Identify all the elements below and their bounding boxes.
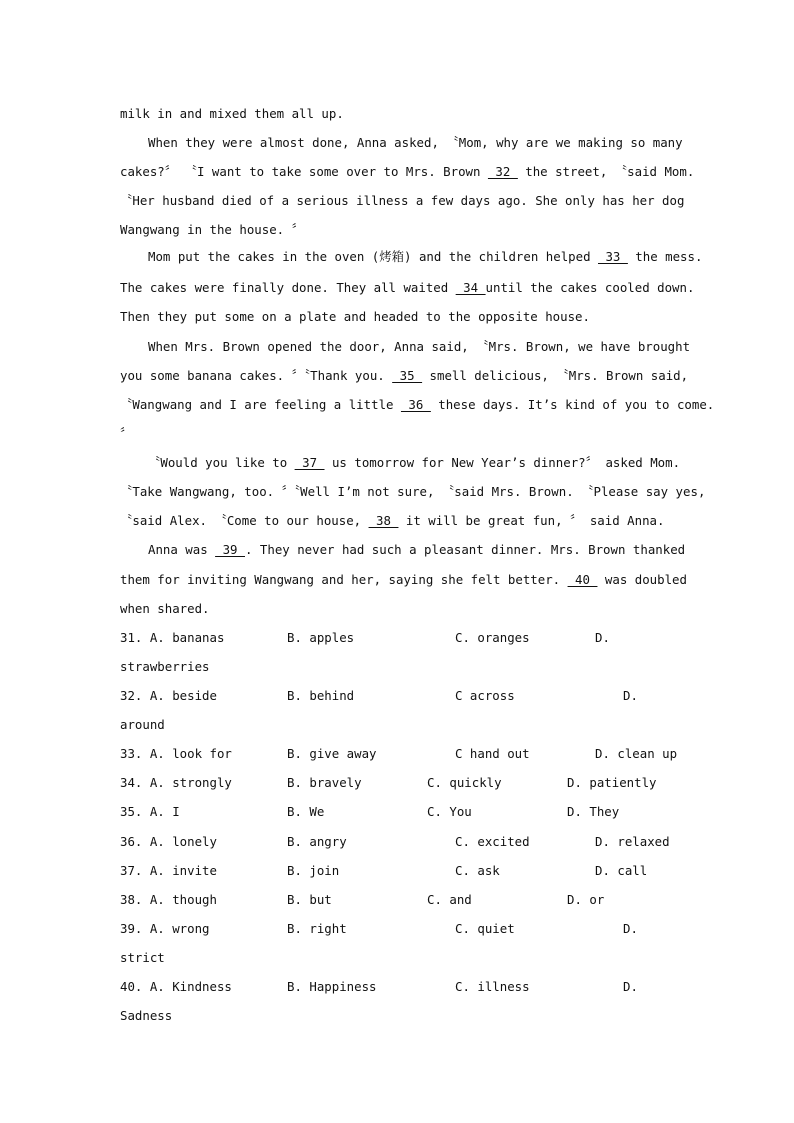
text: smell delicious, 〝Mrs. Brown said, [422, 368, 689, 383]
q33-option-d: D. clean up [595, 746, 678, 761]
text: 〝said Alex. 〝Come to our house, [120, 513, 369, 528]
blank-38: _38_ [368, 513, 399, 528]
q38-option-d: D. or [567, 892, 605, 907]
passage-line [120, 221, 674, 239]
q32-option-d-text: around [120, 717, 165, 732]
text: When they were almost done, Anna asked, 〝Mom, why are we making so many [148, 135, 683, 150]
q37-option-c: C. ask [455, 863, 500, 878]
text: the mess. [627, 249, 703, 264]
text: When Mrs. Brown opened the door, Anna said, 〝Mrs. Brown, we have brought [148, 339, 691, 354]
passage-line [120, 396, 715, 414]
q31-option-c: C. oranges [455, 630, 530, 645]
passage-line [120, 308, 674, 326]
text: until the cakes cooled down. [485, 280, 695, 295]
passage-line [120, 367, 689, 385]
q34-option-c: C. quickly [427, 775, 502, 790]
text: 〞 [120, 426, 133, 441]
q32-option-d: D. [623, 688, 638, 703]
passage-line [148, 454, 681, 472]
q31-option-d: D. [595, 630, 610, 645]
text: it will be great fun, 〞 said Anna. [398, 513, 665, 528]
q33-option-a: 33. A. look for [120, 746, 232, 761]
q35-option-c: C. You [427, 804, 472, 819]
q39-option-d-text: strict [120, 950, 165, 965]
q32-option-c: C across [455, 688, 515, 703]
q34-option-d: D. patiently [567, 775, 657, 790]
q35-option-a: 35. A. I [120, 804, 180, 819]
blank-34: _34_ [455, 280, 486, 295]
q36-option-d: D. relaxed [595, 834, 670, 849]
passage-line [148, 541, 686, 559]
text: Anna was [148, 542, 216, 557]
q39-option-a: 39. A. wrong [120, 921, 210, 936]
text: 〝Take Wangwang, too. 〞〝Well I’m not sure, 〝said Mrs. Brown. 〝Please say yes, [120, 484, 706, 499]
text: Mom put the cakes in the oven (烤箱) and the children helped [148, 249, 598, 264]
passage-line [148, 134, 683, 152]
text: 〝Wangwang and I are feeling a little [120, 397, 401, 412]
q32-option-b: B. behind [287, 688, 355, 703]
q39-option-d: D. [623, 921, 638, 936]
blank-32: _32_ [487, 164, 518, 179]
q34-option-b: B. bravely [287, 775, 362, 790]
q31-option-b: B. apples [287, 630, 355, 645]
blank-36: _36_ [400, 397, 431, 412]
q35-option-d: D. They [567, 804, 620, 819]
text: Wangwang in the house. 〞 [120, 222, 304, 237]
passage-line [120, 512, 674, 530]
q37-option-b: B. join [287, 863, 340, 878]
passage-line [120, 425, 674, 443]
q39-option-c: C. quiet [455, 921, 515, 936]
q34-option-a: 34. A. strongly [120, 775, 232, 790]
q36-option-a: 36. A. lonely [120, 834, 217, 849]
q38-option-c: C. and [427, 892, 472, 907]
text: 〝Would you like to [148, 455, 295, 470]
q38-option-b: B. but [287, 892, 332, 907]
q40-option-b: B. Happiness [287, 979, 377, 994]
q39-option-b: B. right [287, 921, 347, 936]
passage-line [120, 163, 695, 181]
blank-39: _39_ [215, 542, 245, 557]
q31-option-a: 31. A. bananas [120, 630, 225, 645]
blank-35: _35_ [392, 368, 423, 383]
q37-option-d: D. call [595, 863, 648, 878]
q33-option-c: C hand out [455, 746, 530, 761]
text: us tomorrow for New Year’s dinner?〞 asked Mom. [324, 455, 681, 470]
text: these days. It’s kind of you to come. [430, 397, 715, 412]
text: you some banana cakes. 〞〝Thank you. [120, 368, 393, 383]
text: . They never had such a pleasant dinner. Mrs. Brown thanked [244, 542, 686, 557]
blank-40: _40_ [567, 572, 598, 587]
passage-line [120, 600, 674, 618]
text: was doubled [597, 572, 687, 587]
q35-option-b: B. We [287, 804, 325, 819]
q36-option-c: C. excited [455, 834, 530, 849]
text: cakes?〞 〝I want to take some over to Mrs. Brown [120, 164, 488, 179]
q40-option-d-text: Sadness [120, 1008, 173, 1023]
q40-option-c: C. illness [455, 979, 530, 994]
q32-option-a: 32. A. beside [120, 688, 217, 703]
passage-line [120, 571, 687, 589]
q31-option-d-text: strawberries [120, 659, 210, 674]
text: The cakes were finally done. They all waited [120, 280, 456, 295]
q36-option-b: B. angry [287, 834, 347, 849]
text: when shared. [120, 601, 210, 616]
text: 〝Her husband died of a serious illness a few days ago. She only has her dog [120, 193, 685, 208]
q38-option-a: 38. A. though [120, 892, 217, 907]
passage-line [148, 338, 691, 356]
text: the street, 〝said Mom. [517, 164, 695, 179]
passage-line [120, 279, 695, 297]
passage-line [120, 192, 685, 210]
passage-line [120, 483, 706, 501]
passage-line [120, 105, 674, 123]
q37-option-a: 37. A. invite [120, 863, 217, 878]
q40-option-a: 40. A. Kindness [120, 979, 232, 994]
blank-33: _33_ [598, 249, 628, 264]
q33-option-b: B. give away [287, 746, 377, 761]
text: them for inviting Wangwang and her, saying she felt better. [120, 572, 568, 587]
text: Then they put some on a plate and headed to the opposite house. [120, 309, 590, 324]
q40-option-d: D. [623, 979, 638, 994]
passage-line [148, 248, 703, 266]
text: milk in and mixed them all up. [120, 106, 344, 121]
blank-37: _37_ [294, 455, 325, 470]
